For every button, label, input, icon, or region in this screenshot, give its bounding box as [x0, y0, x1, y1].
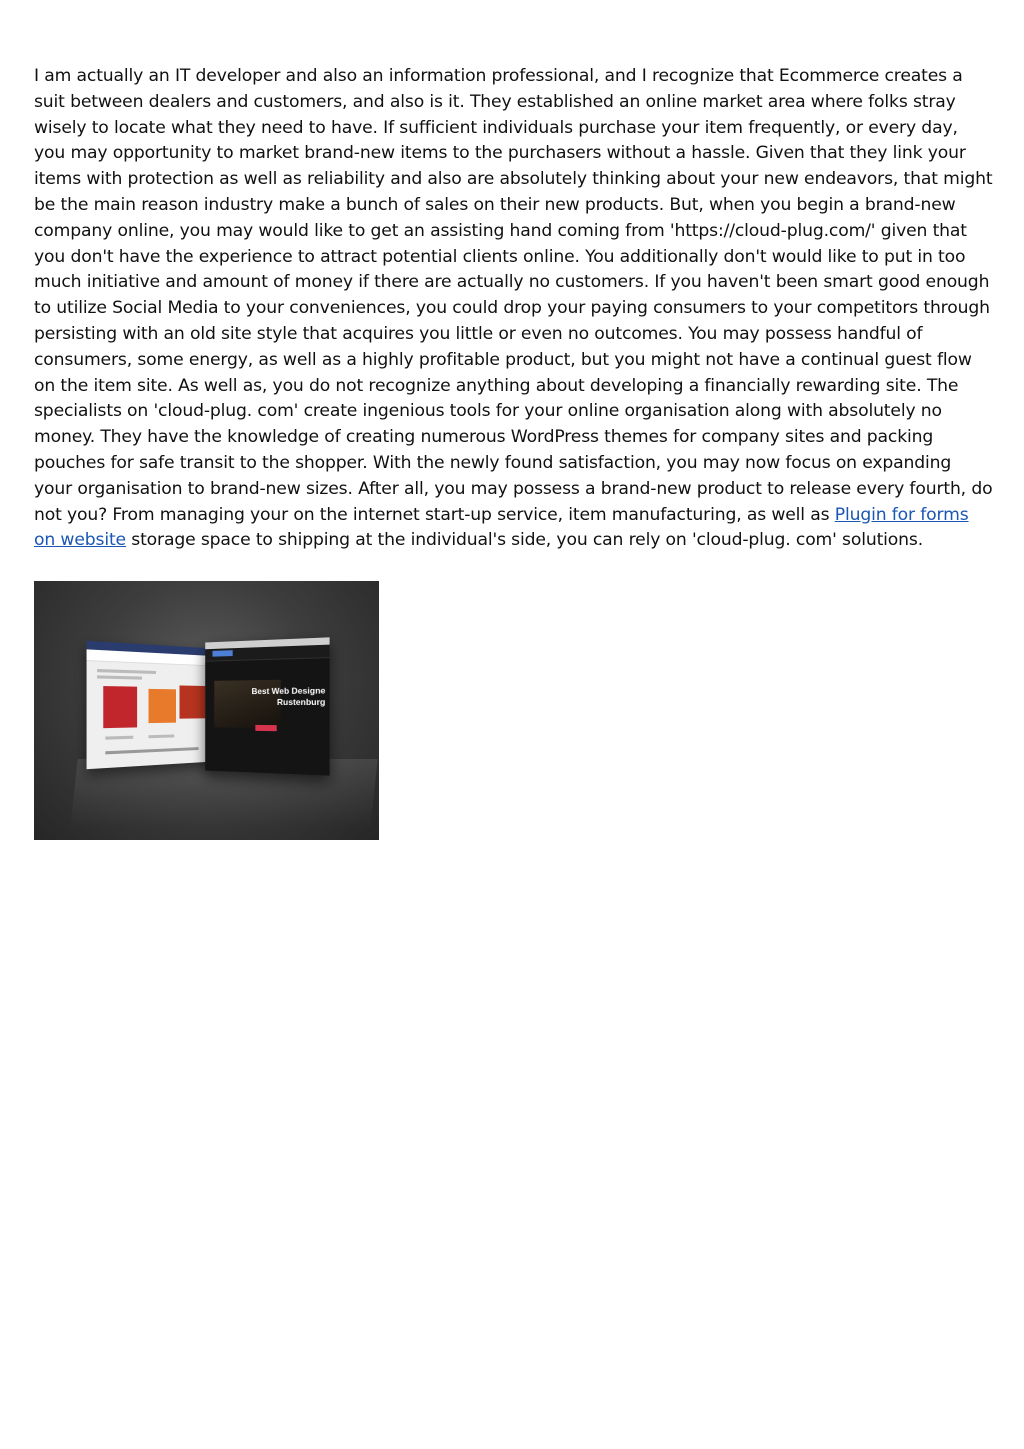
left-screen-mockup [87, 641, 217, 769]
product-card [149, 689, 176, 723]
website-mockup-image [34, 581, 379, 840]
article-paragraph [34, 64, 994, 554]
mockup-headline [242, 685, 325, 708]
article-text-after-link: storage space to shipping at the individual's side, you can rely on 'cloud-plug. com' solutions. [125, 530, 924, 551]
product-card [180, 685, 206, 718]
product-card [103, 686, 137, 728]
mockup-cta-button [255, 725, 276, 731]
plugin-forms-link[interactable]: Plugin for forms on website [34, 504, 969, 551]
mockup-headline-line2: Rustenburg [277, 696, 326, 708]
article-text-before-link: I am actually an IT developer and also an information professional, and I recognize that Ecommerce creates a suit between dealers and customers, and also is it. They established an online market area where folks stray wisely to locate what they need to have. If sufficient individuals purchase your item frequently, or every day, you may opportunity to market brand-new items to the purchasers without a hassle. Given that they link your items with protection as well as reliability and also are absolutely thinking about your new endeavors, that might be the main reason industry make a bunch of sales on their new products. But, when you begin a brand-new company online, you may would like to get an assisting hand coming from 'https://cloud-plug.com/' given that you don't have the experience to attract potential clients online. You additionally don't would like to put in too much initiative and amount of money if there are actually no customers. If you haven't been smart good enough to utilize Social Media to your conveniences, you could drop your paying consumers to your competitors through persisting with an old site style that acquires you little or even no outcomes. You may possess handful of consumers, some energy, as well as a highly profitable product, but you might not have a continual guest flow on the item site. As well as, you do not recognize anything about developing a financially rewarding site. The specialists on 'cloud-plug. com' create ingenious tools for your online organisation along with absolutely no money. They have the knowledge of creating numerous WordPress themes for company sites and packing pouches for safe transit to the shopper. With the newly found satisfaction, you may now focus on expanding your organisation to brand-new sizes. After all, you may possess a brand-new product to release every fourth, do not you? From managing your on the internet start-up service, item manufacturing, as well as [34, 66, 993, 525]
logo [212, 650, 232, 657]
mockup-headline-line1: Best Web Designe [251, 685, 326, 697]
right-screen-mockup [205, 637, 329, 775]
